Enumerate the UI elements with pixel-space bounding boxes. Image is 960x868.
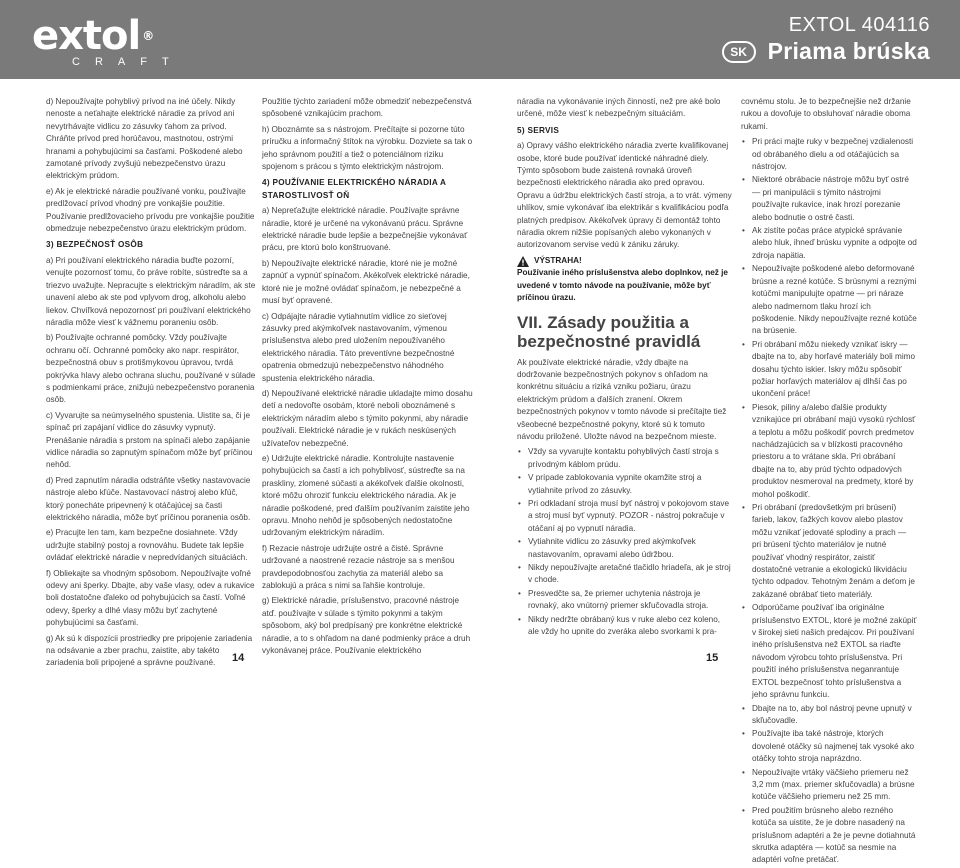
paragraph-3g: g) Ak sú k dispozícii prostriedky pre pripojenie zariadenia na odsávanie a zber prachu, zaistite, aby takéto zariadenia boli pripojené a správne používané. bbox=[46, 633, 253, 668]
section-heading-tool-use: 4) POUŽÍVANIE ELEKTRICKÉHO NÁRADIA A STAROSTLIVOSŤ OŇ bbox=[262, 178, 446, 200]
paragraph-cont: náradia na vykonávanie iných činností, než pre aké bolo určené, môže viesť k nebezpečným situáciám. bbox=[517, 97, 721, 119]
list-item: • Nepoužívajte poškodené alebo deformované brúsne a rezné kotúče. S brúsnymi a reznými kotúčmi manipulujte opatrne — pri náraze alebo nadmernom tlaku hrozí ich poškodenie. Nikdy nepoužívajte rezné kotúče na brúsenie. bbox=[741, 263, 917, 337]
list-item: • Piesok, piliny a/alebo ďalšie produkty vznikajúce pri obrábaní majú vysokú rýchlosť a teplotu a môžu poškodiť povrch predmetov nachádzajúcich sa v blízkosti pracovného priestoru a to vrátane skla. Pri obrábaní dbajte na to, aby prúd týchto odpadových produktov nesmeroval na predmety, ktoré by mohol poškodiť. bbox=[741, 402, 917, 501]
logo-registered-mark: ® bbox=[142, 29, 154, 43]
list-item: • Pri obrábaní môžu niekedy vznikať iskry — dbajte na to, aby horľavé materiály boli mimo dosahu týchto iskier. Iskry môžu spôsobiť požiar horľavých materiálov aj dlhší čas po ukončení práce! bbox=[741, 339, 917, 401]
logo-subtitle: CRAFT bbox=[72, 56, 184, 68]
list-item: • Nepoužívajte vrtáky väčšieho priemeru než 3,2 mm (max. priemer skľučovadla) a brúsne kotúče väčšieho priemeru než 25 mm. bbox=[741, 767, 917, 804]
paragraph-3h: h) Oboznámte sa s nástrojom. Prečítajte si pozorne túto príručku a informačný štítok na výrobku. Dozviete sa tak o jeho správnom použití a tiež o potenciálnom riziku spojenom s prácou s týmto elektrickým nástrojom. bbox=[262, 124, 473, 172]
paragraph-3a: a) Pri používaní elektrického náradia buďte pozorní, venujte pozornosť tomu, čo práve robíte, sústreďte sa a triezvo uvažujte. Nepracujte s elektrickým náradím, ak ste unavení alebo ak ste pod vplyvom drog, alkoholu alebo liekov. Chvíľková nepozornosť pri používaní elektrického náradia môže viesť k vážnemu poraneniu osôb. bbox=[46, 255, 256, 327]
column-4 bbox=[741, 96, 917, 868]
paragraph-4g: g) Elektrické náradie, príslušenstvo, pracovné nástroje atď. používajte v súlade s týmito pokynmi a takým spôsobom, aký bol predpísaný pre konkrétne elektrické náradie, a to s ohľadom na dané podmienky práce a druh vykonávanej práce. Používanie elektrického bbox=[262, 596, 471, 656]
safety-bullet-list bbox=[517, 446, 733, 638]
list-item: • Nikdy nepoužívajte aretačné tlačidlo hriadeľa, ak je stroj v chode. bbox=[517, 562, 733, 587]
warning-triangle-icon bbox=[517, 256, 529, 267]
list-item: • Niektoré obrábacie nástroje môžu byť ostré — pri manipulácii s týmito nástrojmi používajte rukavice, inak hrozí porezanie alebo bodnutie o ostré časti. bbox=[741, 174, 917, 224]
list-item: • Presvedčte sa, že priemer uchytenia nástroja je rovnaký, ako vnútorný priemer skľučovadla stroja. bbox=[517, 588, 733, 613]
paragraph-5a: a) Opravy vášho elektrického náradia zverte kvalifikovanej osobe, ktoré bude používať identické náhradné diely. Týmto spôsobom bude zaistená rovnaká úroveň bezpečnosti elektrického náradia ako pred opravou. Opravu a údržbu elektrických častí stroja, a to vrát. výmeny uhlíkov, smie vykonávať iba elektrikár s kvalifikáciou podľa platných predpisov. Akékoľvek úpravy či demontáž tohto náradia okrem nižšie popísaných alebo vykonaných v autorizovanom servise vedú k zániku záruky. bbox=[517, 141, 732, 250]
column-3 bbox=[517, 96, 733, 639]
paragraph-4d: d) Nepoužívané elektrické náradie ukladajte mimo dosahu detí a nedovoľte osobám, ktoré neboli oboznámené s elektrickým náradím alebo s týmito pokynmi, aby náradie používali. Elektrické náradie je v rukách neskúsených užívateľov nebezpečné. bbox=[262, 388, 473, 448]
paragraph-3b: b) Používajte ochranné pomôcky. Vždy používajte ochranu očí. Ochranné pomôcky ako napr. respirátor, bezpečnostná obuv s protišmykovou úpravou, tvrdá pokrývka hlavy alebo ochrana sluchu, používané v súlade s podmienkami práce, znižujú nebezpečenstvo poranenia osôb. bbox=[46, 333, 256, 405]
paragraph-1e: e) Ak je elektrické náradie používané vonku, používajte predlžovací prívod vhodný pre vonkajšie použitie. Používanie predlžovacieho prívodu pre vonkajšie použitie obmedzuje nebezpečenstvo úrazu elektrickým prúdom. bbox=[46, 186, 255, 234]
section-heading-personal-safety: 3) BEZPEČNOSŤ OSÔB bbox=[46, 240, 144, 250]
paragraph-3d: d) Pred zapnutím náradia odstráňte všetky nastavovacie nástroje alebo kľúče. Nastavovací nástroj alebo kľúč, ktorý ponecháte pripevnený k otáčajúcej sa časti elektrického náradia, môže byť príčinou poranenia osôb. bbox=[46, 475, 251, 522]
logo-word: extol bbox=[32, 13, 141, 59]
list-item: • Pri práci majte ruky v bezpečnej vzdialenosti od obrábaného dielu a od otáčajúcich sa nástrojov. bbox=[741, 136, 917, 173]
page-number-left: 14 bbox=[232, 652, 245, 664]
product-title: Priama brúska bbox=[767, 38, 930, 64]
paragraph-4e: e) Udržujte elektrické náradie. Kontrolujte nastavenie pohybujúcich sa častí a ich pohyblivosť, sústreďte sa na praskliny, zlomené súčasti a akékoľvek ďalšie okolnosti, ktoré môžu ohroziť funkciu elektrického náradia. Ak je náradie poškodené, pred ďalším používaním zaistite jeho opravu. Mnoho nehôd je spôsobených nedostatočne udržovaným elektrickým náradím. bbox=[262, 453, 470, 538]
column-2 bbox=[262, 96, 474, 660]
list-item: • Vytiahnite vidlicu zo zásuvky pred akýmkoľvek nastavovaním, opravami alebo údržbou. bbox=[517, 536, 733, 561]
paragraph-4c: c) Odpájajte náradie vytiahnutím vidlice zo sieťovej zásuvky pred akýmkoľvek nastavovaním, výmenou príslušenstva alebo pred uložením nepoužívaného elektrického náradia. Táto preventívne bezpečnostné opatrenia obmedzujú nebezpečenstvo náhodného spustenia elektrického náradia. bbox=[262, 311, 455, 383]
list-item: • Pred použitím brúsneho alebo rezného kotúča sa uistite, že je dobre nasadený na príslušnom adaptéri a že je pevne dotiahnutá skrutka adaptéra — kotúč sa nesmie na adaptéri voľne pretáčať. bbox=[741, 805, 917, 867]
section-intro: Ak používate elektrické náradie, vždy dbajte na dodržovanie bezpečnostných pokynov s ohľadom na konkrétnu situáciu a riziká vzniku požiaru, úrazu elektrickým prúdom a ďalších zranení. Okrem bezpečnostných pokynov v tomto návode si prečítajte tiež všeobecné bezpečnostné pokyny, ktoré sú k tomuto návodu priložené. Uložte návod na bezpečnom mieste. bbox=[517, 357, 727, 441]
paragraph-3e: e) Pracujte len tam, kam bezpečne dosiahnete. Vždy udržujte stabilný postoj a rovnováhu. Budete tak lepšie ovládať elektrické náradie v nepredvídaných situáciách. bbox=[46, 528, 248, 563]
paragraph-4f: f) Rezacie nástroje udržujte ostré a čisté. Správne udržované a naostrené rezacie nástroje sa s menšou pravdepodobnosťou zachytia za materiál alebo sa zablokujú a práca s nimi sa ľahšie kontroluje. bbox=[262, 543, 455, 591]
paragraph-4a: a) Nepreťažujte elektrické náradie. Používajte správne náradie, ktoré je určené na vykonávanú prácu. Správne elektrické náradie bude lepšie a bezpečnejšie vykonávať prácu, pre ktorú bolo konštruované. bbox=[262, 206, 468, 253]
list-item: • Dbajte na to, aby bol nástroj pevne upnutý v skľučovadle. bbox=[741, 703, 917, 728]
list-item: • Ak zistíte počas práce atypické správanie alebo hluk, ihneď brúsku vypnite a odpojte od zdroja napätia. bbox=[741, 225, 917, 262]
paragraph-3c: c) Vyvarujte sa neúmyselného spustenia. Uistite sa, či je spínač pri zapájaní vidlice do zásuvky vypnutý. Prenášanie náradia s prstom na spínači alebo zapájanie vidlice náradia so zapnutým spínačom môže byť príčinou nehôd. bbox=[46, 410, 253, 470]
header-bar bbox=[0, 0, 960, 79]
warning-label: VÝSTRAHA! bbox=[534, 255, 582, 265]
title-row bbox=[722, 38, 930, 65]
model-number: EXTOL 404116 bbox=[788, 14, 930, 36]
safety-bullet-list bbox=[741, 136, 917, 867]
list-item: • Vždy sa vyvarujte kontaktu pohyblivých častí stroja s prívodným káblom prúdu. bbox=[517, 446, 733, 471]
paragraph-3f: f) Obliekajte sa vhodným spôsobom. Nepoužívajte voľné odevy ani šperky. Dbajte, aby vaše vlasy, odev a rukavice boli dostatočne ďaleko od pohybujúcich sa častí. Voľné odevy, šperky a dlhé vlasy môžu byť zachytené pohybujúcimi sa časťami. bbox=[46, 568, 255, 628]
extol-craft-logo bbox=[32, 13, 184, 68]
list-item: • Pri odkladaní stroja musí byť nástroj v pokojovom stave a stroj musí byť vypnutý. POZOR - nástroj pokračuje v otáčaní aj po vypnutí náradia. bbox=[517, 498, 733, 535]
list-item: • V prípade zablokovania vypnite okamžite stroj a vytiahnite prívod zo zásuvky. bbox=[517, 472, 733, 497]
page-number-right: 15 bbox=[706, 652, 719, 664]
list-item: • Odporúčame používať iba originálne príslušenstvo EXTOL, ktoré je možné zakúpiť v širokej sieti našich predajcov. Pri používaní iného príslušenstva než EXTOL sa riaďte návodom výrobcu tohto príslušenstva. Pri použití iného príslušenstva neganrantuje EXTOL bezpečnosť tohto príslušenstva a jeho správnu funkciu. bbox=[741, 602, 917, 701]
language-badge: SK bbox=[722, 41, 756, 63]
list-item: • Nikdy nedržte obrábaný kus v ruke alebo cez koleno, ale vždy ho upnite do zveráka alebo svorkami k pra- bbox=[517, 614, 733, 639]
warning-heading bbox=[517, 255, 733, 267]
paragraph-cont: covnému stolu. Je to bezpečnejšie než držanie rukou a dovoľuje to obsluhovať náradie oboma rukami. bbox=[741, 97, 911, 131]
column-1 bbox=[46, 96, 256, 673]
warning-text: Používanie iného príslušenstva alebo doplnkov, než je uvedené v tomto návode na používanie, môže byť príčinou úrazu. bbox=[517, 268, 728, 303]
paragraph-1d: d) Nepoužívajte pohyblivý prívod na iné účely. Nikdy nenoste a neťahajte elektrické náradie za prívod ani nevytrhávajte vidlicu zo zásuvky ťahom za prívod. Chráňte prívod pred horúčavou, mastnotou, ostrými hranami a pohybujúcimi sa časťami. Poškodené alebo zamotané prívody zvyšujú nebezpečenstvo úrazu elektrickým prúdom. bbox=[46, 97, 243, 181]
list-item: • Pri obrábaní (predovšetkým pri brúsení) farieb, lakov, ťažkých kovov alebo plastov môžu vznikať jedovaté splodiny a prach — pri brúsení týchto materiálov je nutné používať vhodný respirátor, zaistiť dostatočné vetranie a ekologickú likvidáciu týchto odpadov. Tehotným ženám a deťom je zakázané obrábať tieto materiály. bbox=[741, 502, 917, 601]
section-title-vii: VII. Zásady použitia a bezpečnostné pravidlá bbox=[517, 312, 701, 351]
section-heading-service: 5) SERVIS bbox=[517, 125, 560, 135]
list-item: • Používajte iba také nástroje, ktorých dovolené otáčky sú najmenej tak vysoké ako otáčky tohto stroja naprázdno. bbox=[741, 728, 917, 765]
paragraph-cont: Použitie týchto zariadení môže obmedziť nebezpečenstvá spôsobené vznikajúcim prachom. bbox=[262, 97, 472, 119]
paragraph-4b: b) Nepoužívajte elektrické náradie, ktoré nie je možné zapnúť a vypnúť spínačom. Akékoľvek elektrické náradie, ktoré nie je možné ovládať spínačom, je nebezpečné a musí byť opravené. bbox=[262, 258, 470, 306]
